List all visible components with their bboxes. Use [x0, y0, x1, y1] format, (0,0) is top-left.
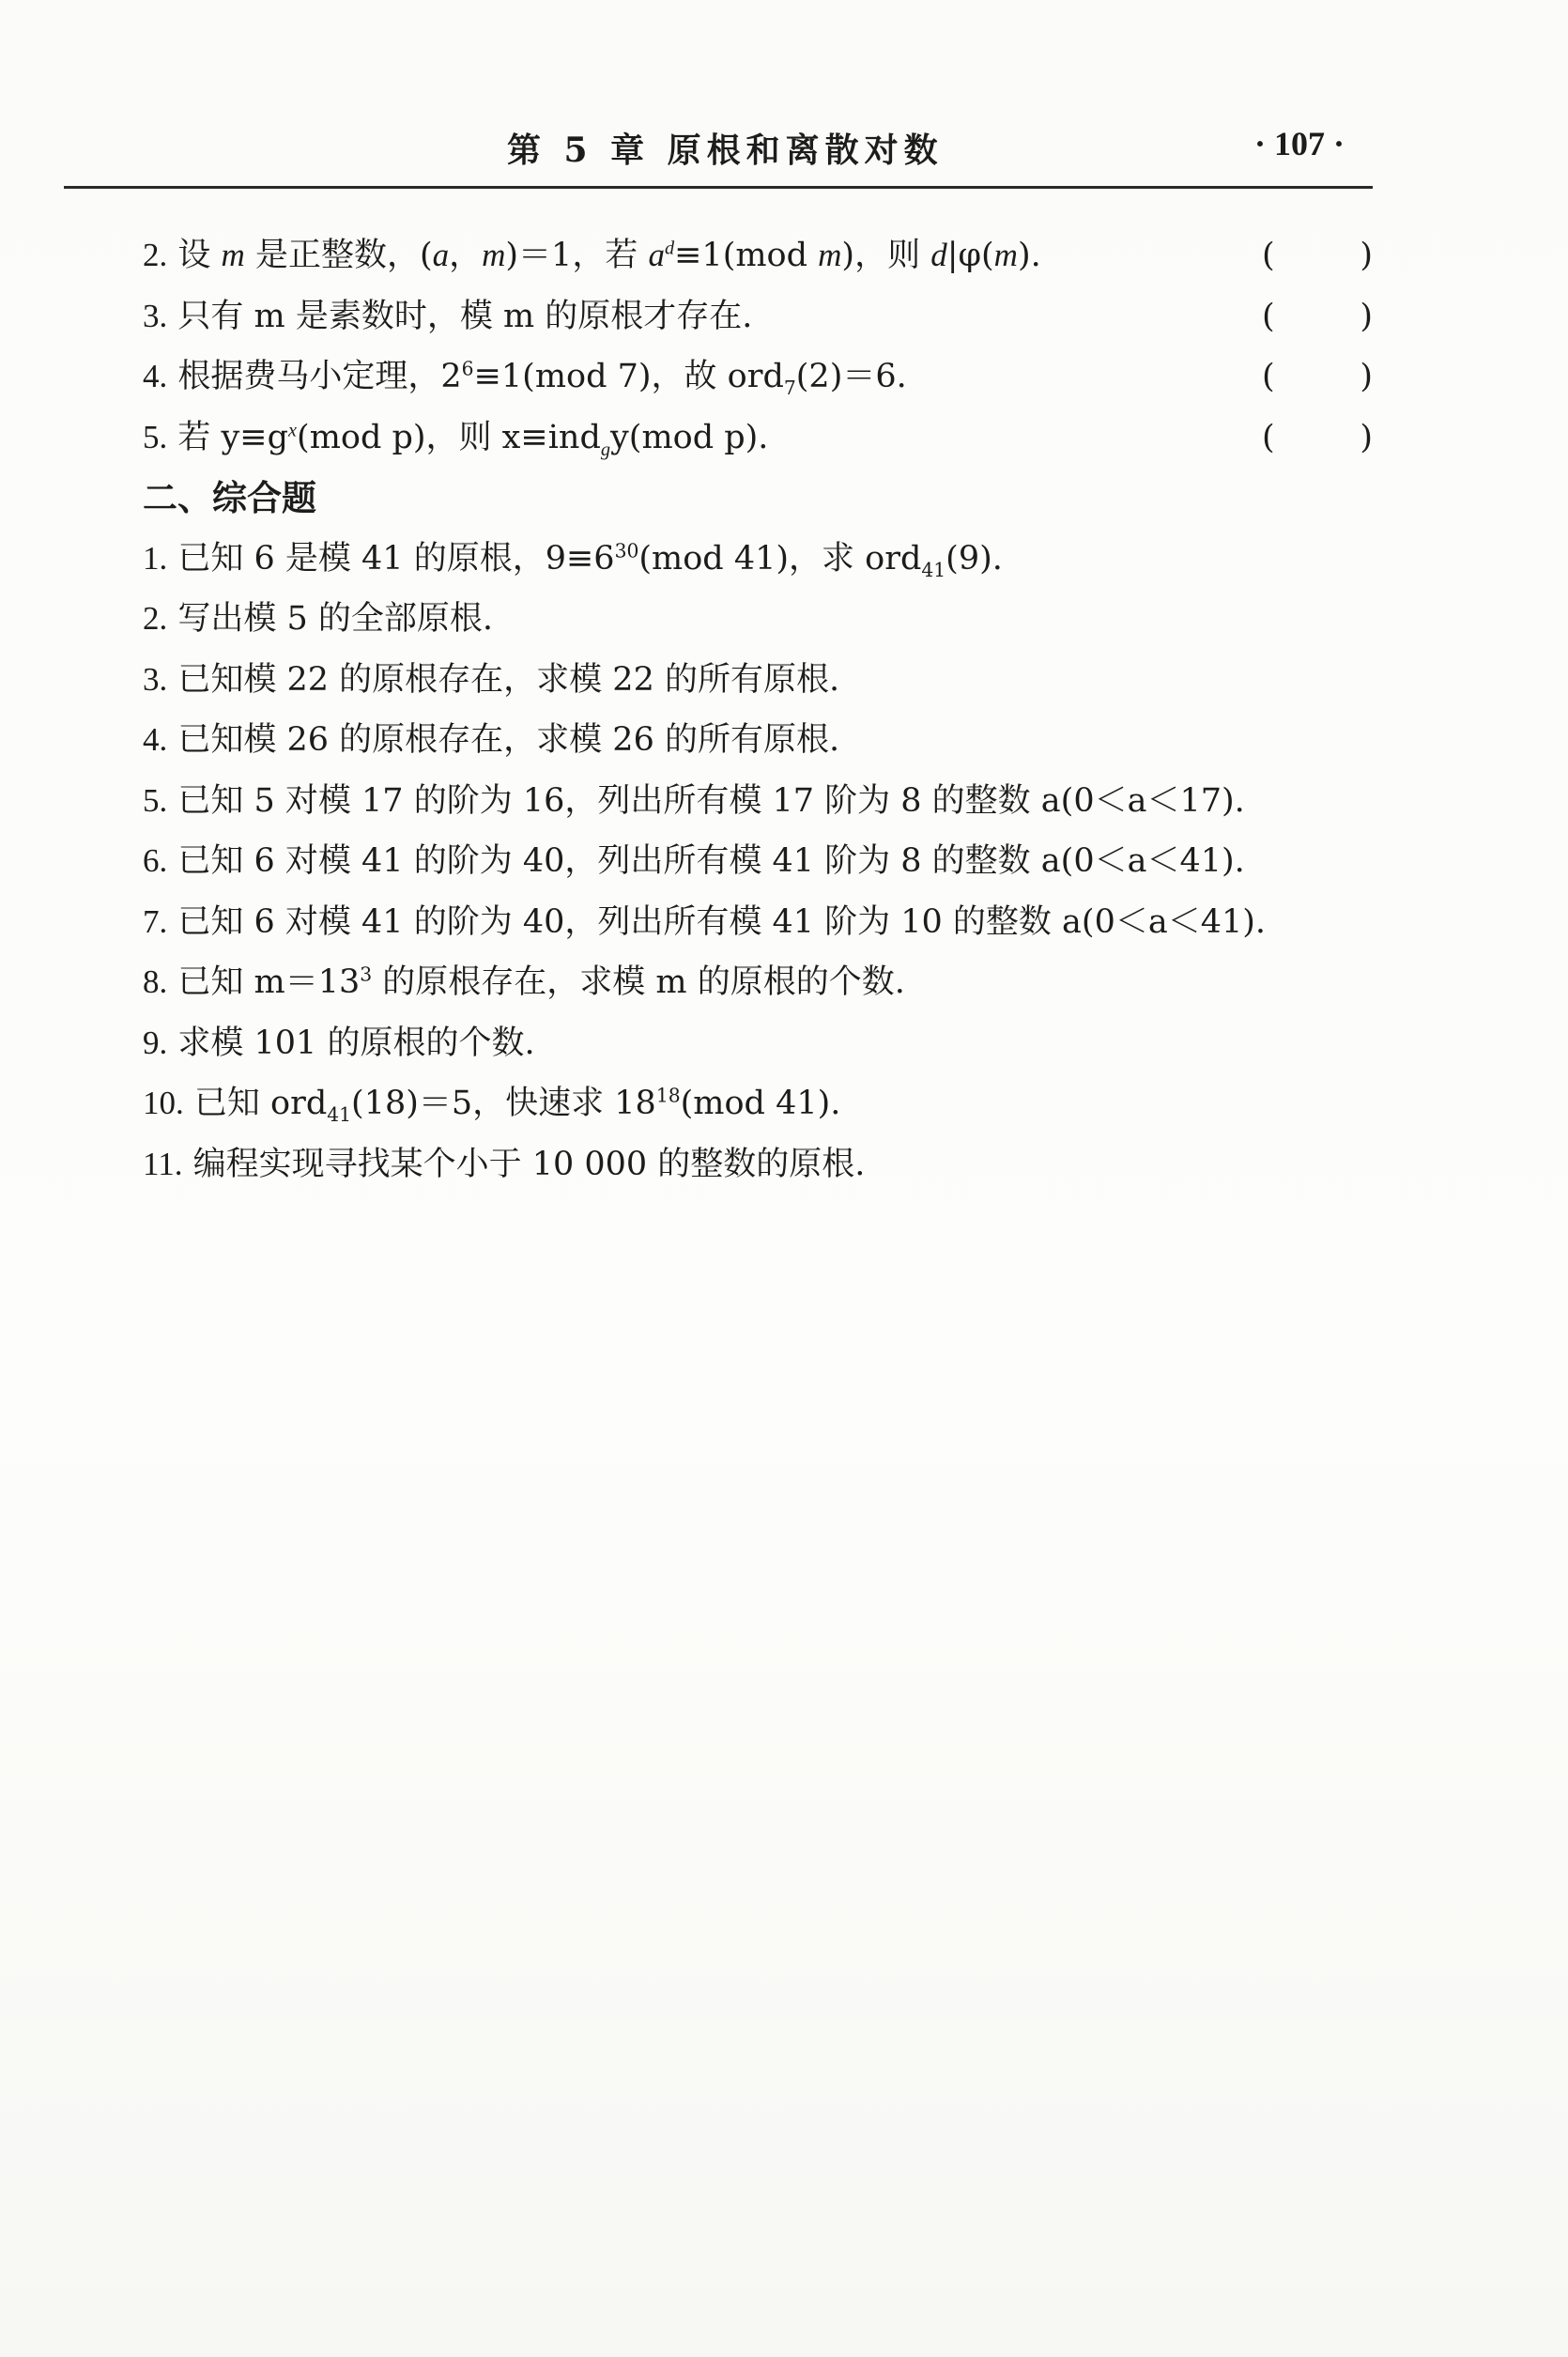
item-number: 5.	[143, 781, 168, 819]
item-text: |φ(	[946, 237, 994, 274]
item-text: ，	[449, 237, 483, 274]
math-var: a	[432, 237, 450, 273]
item-text: 已知模 26 的原根存在，求模 26 的所有原根.	[177, 721, 840, 759]
problem-6	[143, 831, 1373, 892]
chapter-title: 第 5 章 原根和离散对数	[507, 131, 944, 170]
item-text: 已知 6 是模 41 的原根，9≡6	[177, 539, 615, 578]
true-false-item-4	[143, 347, 1373, 408]
item-text: 是正整数，(	[244, 237, 433, 274]
true-false-item-3	[143, 286, 1373, 347]
item-text: 只有 m 是素数时，模 m 的原根才存在.	[177, 297, 753, 335]
running-header	[66, 122, 1371, 178]
item-text: 已知 m＝13	[177, 963, 361, 1001]
item-text: ).	[1017, 237, 1041, 274]
subscript: 41	[921, 558, 946, 581]
subscript: 41	[327, 1103, 352, 1126]
problem-1	[143, 529, 1373, 590]
item-text: y(mod p).	[610, 418, 769, 456]
item-text: (mod p)，则 x≡ind	[297, 418, 601, 456]
section-title: 二、综合题	[143, 477, 316, 518]
problem-4	[143, 710, 1373, 771]
item-number: 1.	[143, 539, 168, 577]
item-number: 3.	[143, 660, 168, 698]
math-var: m	[818, 237, 842, 273]
item-text: (mod 41).	[680, 1085, 841, 1122]
item-number: 7.	[143, 902, 168, 940]
true-false-item-5	[143, 408, 1373, 469]
problem-2	[143, 589, 1373, 650]
item-text: 已知 5 对模 17 的阶为 16，列出所有模 17 阶为 8 的整数 a(0＜a＜17).	[177, 781, 1245, 820]
item-number: 8.	[143, 963, 168, 1000]
item-text: 根据费马小定理，2	[177, 358, 462, 395]
math-var: a	[648, 237, 665, 273]
item-text: 已知 6 对模 41 的阶为 40，列出所有模 41 阶为 10 的整数 a(0＜a＜41).	[177, 902, 1267, 941]
problem-9	[143, 1013, 1373, 1074]
item-text: 编程实现寻找某个小于 10 000 的整数的原根.	[192, 1145, 866, 1183]
math-var: d	[930, 237, 947, 273]
math-var: m	[482, 237, 506, 273]
superscript: d	[664, 238, 675, 259]
item-text: 写出模 5 的全部原根.	[177, 600, 494, 638]
item-number: 9.	[143, 1024, 168, 1061]
superscript: 6	[461, 357, 474, 380]
item-text: 求模 101 的原根的个数.	[177, 1024, 535, 1062]
item-number: 4.	[143, 721, 168, 758]
item-text: ≡1(mod 7)，故 ord	[473, 358, 784, 395]
math-var: m	[221, 237, 245, 273]
problem-10	[143, 1073, 1373, 1134]
item-text: 已知 6 对模 41 的阶为 40，列出所有模 41 阶为 8 的整数 a(0＜a＜41).	[177, 842, 1245, 880]
superscript: x	[288, 419, 298, 440]
item-number: 2.	[143, 237, 168, 273]
problem-3	[143, 650, 1373, 711]
item-text: (mod 41)，求 ord	[638, 539, 922, 578]
subscript: g	[600, 439, 611, 460]
item-number: 3.	[143, 297, 168, 334]
item-text: ≡1(mod	[674, 237, 819, 274]
item-text: (9).	[945, 539, 1003, 578]
item-number: 6.	[143, 842, 168, 879]
item-text: 设	[177, 237, 222, 274]
exercise-content	[143, 225, 1373, 1194]
item-text: (18)＝5，快速求 18	[351, 1085, 656, 1122]
math-var: m	[993, 237, 1018, 273]
item-number: 11.	[143, 1145, 183, 1182]
item-text: )＝1，若	[505, 237, 649, 274]
problem-7	[143, 892, 1373, 953]
item-number: 10.	[143, 1085, 184, 1121]
problem-8	[143, 952, 1373, 1013]
superscript: 18	[655, 1084, 681, 1107]
item-text: )，则	[841, 237, 931, 274]
header-rule	[64, 186, 1373, 189]
true-false-item-2	[143, 225, 1373, 286]
item-text: 已知模 22 的原根存在，求模 22 的所有原根.	[177, 660, 840, 699]
item-number: 5.	[143, 418, 168, 455]
item-number: 2.	[143, 600, 168, 637]
item-text: 的原根存在，求模 m 的原根的个数.	[372, 963, 905, 1001]
item-text: 若 y≡g	[177, 418, 289, 456]
item-text: 已知 ord	[193, 1085, 328, 1122]
problem-11	[143, 1134, 1373, 1195]
superscript: 30	[614, 538, 639, 562]
superscript: 3	[360, 963, 373, 986]
subscript: 7	[783, 377, 796, 399]
item-number: 4.	[143, 358, 168, 394]
item-text: (2)＝6.	[795, 358, 907, 395]
page-number: · 107 ·	[1253, 125, 1345, 162]
problem-5	[143, 771, 1373, 832]
